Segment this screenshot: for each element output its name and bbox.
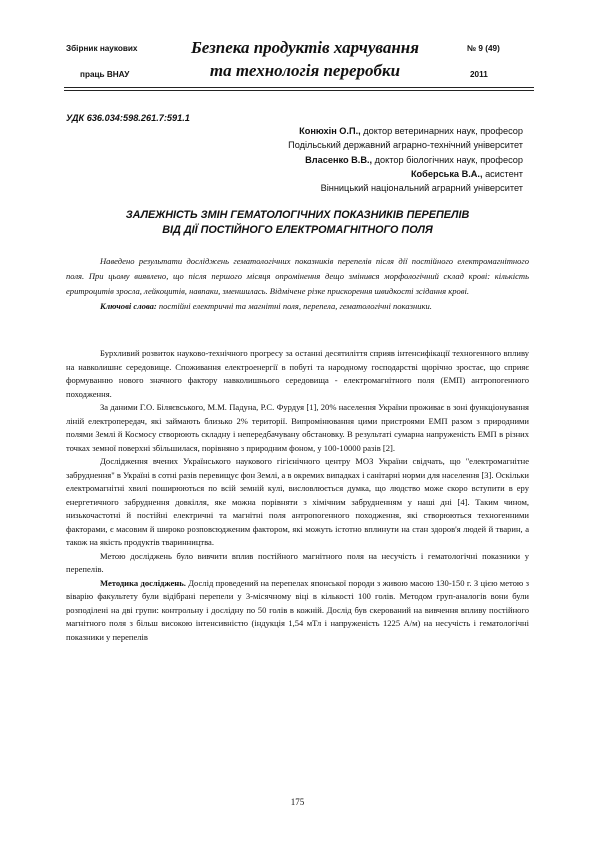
header-rule-bottom	[64, 90, 534, 91]
article-title-line1: ЗАЛЕЖНІСТЬ ЗМІН ГЕМАТОЛОГІЧНИХ ПОКАЗНИКІВ ПЕРЕПЕЛІВ	[125, 209, 470, 221]
works-label: праць ВНАУ	[80, 70, 130, 79]
paragraph-methods	[66, 577, 529, 645]
journal-title-line2: та технологія переробки	[209, 61, 401, 80]
paragraph: За даними Г.О. Біляєвського, М.М. Падуна, Р.С. Фурдуя [1], 20% населення України проживає в зоні функціонування ліній електропередач, які займають близько 2% території. Випромінювання цими пристроями ЕМП разом з природними полями Землі й Космосу створюють складну і непередбачувану обстановку. В результаті сумарна напруженість ЕМП в різних точках земної поверхні збільшилася, порівняно з природним фоном, у 100-10000 разів [2].	[66, 402, 529, 453]
keywords-text: постійні електричні та магнітні поля, перепела, гематологічні показники.	[156, 301, 432, 311]
author-line-1	[160, 124, 523, 138]
abstract	[66, 254, 529, 314]
issue-number: № 9 (49)	[467, 44, 500, 53]
keywords	[66, 299, 529, 314]
author-name: Конюхін О.П.,	[299, 126, 361, 136]
author-affiliation: Вінницький національний аграрний університет	[320, 183, 523, 194]
journal-title-line1: Безпека продуктів харчування	[191, 38, 419, 57]
article-title-line2: ВІД ДІЇ ПОСТІЙНОГО ЕЛЕКТРОМАГНІТНОГО ПОЛЯ	[162, 224, 433, 236]
article-title	[66, 208, 529, 238]
author-line-3	[160, 167, 523, 181]
author-affiliation: Подільський державний аграрно-технічний університет	[288, 140, 523, 151]
author-role: асистент	[482, 168, 523, 179]
author-role: доктор ветеринарних наук, професор	[360, 126, 523, 136]
udc-code: УДК 636.034:598.261.7:591.1	[66, 113, 190, 123]
paragraph: Дослідження вчених Українського наукового гігієнічного центру МОЗ України свідчать, що "електромагнітне забруднення" в Україні в сотні разів перевищує фон Землі, а в окремих випадках і санітарні норми для населення [3]. Оскільки електромагнітні хвилі поширюються по всій земній кулі, висловлюється думка, що людство може скоро вступити в еру енергетичного забруднення довкілля, яке можна порівняти з хімічним забрудненням у наші дні [4]. Таким чином, низькочастотні й постійні електричні та магнітні поля антропогенного походження, які створюються техногенними факторами, є масовим й широко розповсюдженим фактором, які можуть істотно вплинути на стан здоров'я людей й тварин, а також на якість продуктів тваринництва.	[66, 456, 529, 547]
abstract-text: Наведено результати досліджень гематологічних показників перепелів після дії постійного електромагнітного поля. При цьому виявлено, що після першого місяця опромінення дещо змінився морфологічний склад крові: кількість еритроцитів зросла, лейкоцитів, навпаки, зменшилась. Відмічене різке прискорення швидкості зсідання крові.	[66, 256, 529, 296]
collection-label: Збірник наукових	[66, 44, 138, 53]
paragraph: Метою досліджень було вивчити вплив постійного магнітного поля на несучість і гематологічні показники у перепелів.	[66, 550, 529, 574]
paragraph: Бурхливий розвиток науково-технічного прогресу за останні десятиліття сприяв інтенсифікації техногенного впливу на навколишнє середовище. Споживання електроенергії в побуті та народному господарстві щорічно зростає, що сприяє формуванню нового значного фактору навколишнього середовища - електромагнітного поля (ЕМП) антропогенного походження.	[66, 348, 529, 399]
author-line-2	[160, 153, 523, 167]
page-number: 175	[290, 797, 305, 807]
header-rule-top	[64, 87, 534, 88]
author-name: Коберська В.А.,	[410, 168, 483, 179]
author-name: Власенко В.В.,	[305, 154, 373, 165]
methods-text: Дослід проведений на перепелах японської породи з живою масою 130-150 г. З цією метою з віварію факультету були відібрані перепели у 3-місячному віці в кількості 100 голів. Методом груп-аналогів вони були розподілені на дві групи: контрольну і дослідну по 50 голів в кожній. Дослід був скерований на вивчення впливу постійного магнітного поля з більш високою інтенсивністю (індукція 1,54 мТл і напруженість 1225 А/м) на несучість і гематологічні показники у перепелів	[66, 577, 529, 642]
keywords-label: Ключові слова:	[100, 301, 157, 311]
author-role: доктор біологічних наук, професор	[372, 154, 523, 165]
methods-heading: Методика досліджень.	[100, 577, 186, 588]
issue-year: 2011	[470, 70, 488, 79]
article-body	[66, 347, 529, 644]
author-block	[160, 124, 523, 195]
